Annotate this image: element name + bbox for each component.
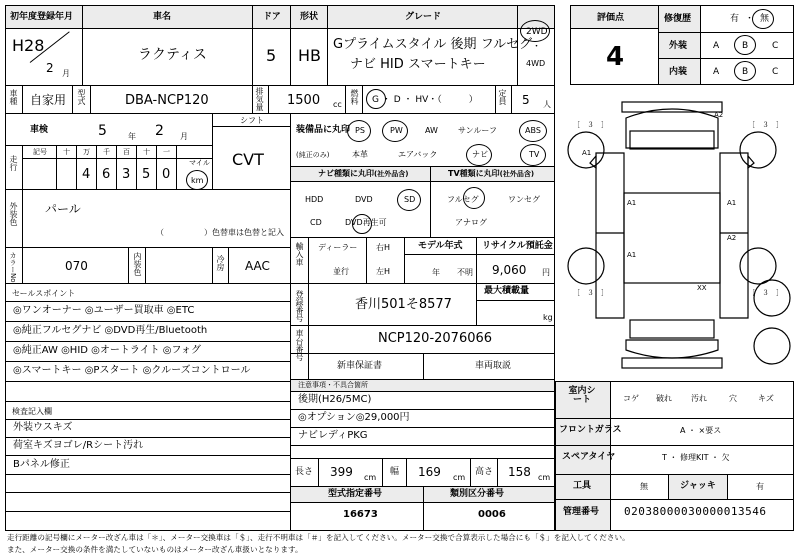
year-era: H28	[12, 36, 45, 55]
inspection-month: 2	[155, 123, 164, 139]
damage-mark-5: A1	[627, 251, 637, 259]
model-label: 型式	[77, 89, 86, 105]
damage-diagram	[566, 98, 796, 372]
displacement-unit: cc	[333, 100, 342, 109]
shift-label: シフト	[240, 116, 264, 125]
navi-hdd: HDD	[305, 195, 324, 204]
tools-label: 工具	[573, 481, 592, 491]
chassis-value: NCP120-2076066	[378, 331, 493, 346]
sales-point-2: ◎純正AW ◎HID ◎オートライト ◎フォグ	[13, 345, 201, 356]
digit-label-1: 万	[83, 148, 90, 156]
equip-ps: PS	[355, 126, 365, 135]
capacity-unit: 人	[543, 100, 551, 109]
steering-parallel: 並行	[333, 267, 349, 276]
equipment-sub: (純正のみ)	[296, 151, 330, 159]
bracket-front-left: ［ ３ ］	[573, 121, 608, 129]
exterior-color-note: （ ）色替車は色替と記入	[156, 228, 284, 237]
windshield-label: フロントガラス	[559, 425, 622, 435]
registration-value: 香川501そ8577	[355, 297, 452, 312]
equip-navi: ナビ	[472, 150, 488, 159]
damage-mark-3: A2	[727, 234, 737, 242]
steering-dealer: ディーラー	[318, 243, 358, 252]
navi-dvd-play-circle	[352, 214, 372, 234]
ext-grade-c: C	[772, 41, 779, 51]
management-label: 管理番号	[563, 507, 600, 517]
digit-label-0: 十	[63, 148, 70, 156]
fuel-label: 燃料	[350, 89, 359, 105]
jack-label: ジャッキ	[680, 481, 716, 491]
width-label: 幅	[390, 467, 400, 477]
displacement-label: 排気量	[255, 87, 264, 111]
ext-grade-b: B	[742, 41, 749, 51]
inspection-year-unit: 年	[128, 132, 136, 141]
equipment-label: 装備品に丸印	[296, 125, 351, 135]
usage-value: 自家用	[30, 93, 67, 107]
grade-header: グレード	[405, 12, 442, 22]
drive-4wd: 4WD	[526, 59, 546, 68]
chassis-label: 車台番号	[295, 329, 304, 361]
tv-label: TV種類に丸印(社外品含)	[448, 169, 535, 178]
equip-leather: 本革	[352, 150, 368, 159]
windshield-shape	[630, 131, 714, 149]
steering-left: 左H	[376, 267, 391, 276]
note-2: ナビレディPKG	[298, 430, 368, 441]
color-no-label: カラーNo.	[9, 252, 17, 285]
shape-header: 形状	[300, 12, 319, 22]
note-0: 後期(H26/5MC)	[298, 394, 372, 405]
equip-sunroof: サンルーフ	[458, 126, 497, 135]
type-designation-value: 16673	[343, 509, 378, 520]
equip-tv-circle	[520, 144, 546, 166]
capacity-value: 5	[522, 93, 530, 107]
inspector-line-2: Bパネル修正	[13, 459, 70, 470]
navi-sd-circle	[397, 189, 421, 211]
model-year-unit: 年	[432, 268, 440, 277]
sales-point-0: ◎ワンオーナー ◎ユーザー買取車 ◎ETC	[13, 305, 195, 316]
side-wheel-left	[754, 328, 790, 364]
grade-line1: Gプライムスタイル 後期 フルセグ	[333, 37, 533, 52]
bracket-front-right: ［ ３ ］	[748, 121, 783, 129]
aircon-value: AAC	[245, 259, 270, 273]
steering-right: 右H	[376, 243, 391, 252]
sales-point-1: ◎純正フルセグナビ ◎DVD再生/Bluetooth	[13, 325, 208, 336]
damage-mark-4: XX	[697, 284, 707, 292]
category-label: 類別区分番号	[450, 489, 505, 499]
navi-cd: CD	[310, 218, 322, 227]
mileage-symbol-label: 記号	[33, 148, 47, 156]
width-unit: cm	[453, 473, 466, 482]
hood-shape	[626, 109, 718, 148]
equip-aw: AW	[425, 126, 438, 135]
year-month-unit: 月	[62, 69, 70, 78]
year-month-header: 初年度登録年月	[10, 12, 74, 22]
inspection-label: 車検	[30, 125, 49, 135]
color-no-value: 070	[65, 259, 88, 273]
exterior-grade-label: 外装	[669, 41, 688, 51]
tools-value: 無	[640, 482, 648, 491]
exterior-color-value: パール	[45, 202, 81, 216]
interior-color-label: 内装色	[133, 252, 142, 276]
front-bumper	[622, 102, 722, 112]
equip-abs: ABS	[525, 126, 541, 135]
category-value: 0006	[478, 509, 506, 520]
digit-label-4: 十	[143, 148, 150, 156]
damage-mark-0: A2	[714, 111, 724, 119]
tv-analog: アナログ	[455, 218, 487, 227]
bracket-rear-right: ［ ３ ］	[748, 289, 783, 297]
door-header: ドア	[263, 12, 281, 22]
displacement-value: 1500	[287, 93, 321, 108]
rear-left-wheel	[568, 248, 604, 284]
max-load-label: 最大積載量	[484, 286, 530, 296]
exterior-color-label: 外装色	[9, 202, 18, 226]
ext-grade-b-circle	[734, 35, 756, 55]
int-grade-c: C	[772, 67, 779, 77]
windshield-value: A ・ ×要ス	[680, 426, 722, 435]
equip-pw: PW	[390, 126, 403, 135]
roof-shape	[624, 193, 720, 283]
jack-value: 有	[756, 482, 764, 491]
inspection-year: 5	[98, 123, 107, 139]
warranty: 新車保証書	[337, 361, 383, 371]
damage-mark-1: A1	[627, 199, 637, 207]
max-load-unit: kg	[543, 313, 553, 322]
capacity-label: 定員	[498, 89, 507, 105]
type-designation-label: 型式指定番号	[328, 489, 383, 499]
inspector-line-0: 外装ウスキズ	[13, 422, 73, 433]
damage-mark-6: A1	[582, 149, 592, 157]
equip-ps-circle	[347, 120, 371, 142]
rear-bumper	[622, 358, 722, 368]
rear-window-shape	[630, 320, 714, 338]
notes-label: 注意事項・不具合箇所	[298, 381, 368, 389]
equip-airbag: エアバック	[398, 150, 438, 159]
seat-burn: コゲ	[623, 394, 639, 403]
shape: HB	[298, 46, 322, 65]
seat-scratch: キズ	[758, 394, 774, 403]
aircon-label: 冷房	[216, 255, 225, 271]
width-value: 169	[418, 465, 441, 479]
car-name-header: 車名	[153, 12, 172, 22]
int-grade-b: B	[742, 67, 749, 77]
length-value: 399	[330, 465, 353, 479]
mile-label: マイル	[189, 159, 210, 167]
drive-2wd-circle	[520, 20, 550, 42]
digit-5: 0	[162, 167, 171, 182]
equip-abs-circle	[519, 120, 547, 142]
interior-grade-label: 内装	[669, 67, 688, 77]
equip-navi-circle	[466, 144, 492, 166]
side-wheel-right	[754, 280, 790, 316]
navi-dvd-play: DVD再生可	[345, 218, 387, 227]
height-unit: cm	[538, 473, 551, 482]
digit-3: 3	[122, 167, 131, 182]
score-label: 評価点	[597, 13, 625, 23]
length-unit: cm	[364, 473, 377, 482]
import-label: 輸入車	[295, 242, 304, 266]
bracket-rear-left: ［ ３ ］	[573, 289, 608, 297]
model-year-unknown: 不明	[457, 268, 473, 277]
car-name: ラクティス	[138, 47, 207, 63]
tv-fullseg-circle	[463, 187, 485, 209]
doors: 5	[266, 46, 277, 65]
navi-sd: SD	[404, 195, 416, 204]
fuel-g-circle	[366, 89, 386, 109]
trunk-shape	[626, 340, 718, 358]
damage-mark-2: A1	[727, 199, 737, 207]
seat-label: 室内シート	[568, 386, 596, 405]
repair-no-circle	[752, 9, 774, 29]
mileage-label: 走行	[9, 155, 18, 171]
drive-2wd: 2WD	[526, 27, 548, 37]
digit-label-2: 千	[103, 148, 110, 156]
km-label: km	[191, 176, 204, 185]
repair-history-label: 修復歴	[664, 14, 692, 24]
ext-grade-a: A	[713, 41, 720, 51]
year-month: 2	[46, 61, 54, 75]
drive-dot: ・	[532, 42, 542, 52]
equip-tv: TV	[529, 150, 540, 159]
tv-fullseg: フルセグ	[447, 195, 479, 204]
height-label: 高さ	[475, 467, 494, 477]
manual: 車両取説	[475, 361, 512, 371]
inspector-line-1: 荷室キズヨゴレ/Rシート汚れ	[13, 440, 144, 451]
int-grade-b-circle	[734, 61, 756, 81]
sales-point-3: ◎スマートキー ◎Pスタート ◎クルーズコントロール	[13, 365, 251, 376]
navi-dvd: DVD	[355, 195, 373, 204]
footer-line-1: また、メーター交換の条件を満たしていないものはメーター改ざん車扱いとなります。	[7, 545, 303, 554]
tv-oneseg: ワンセグ	[508, 195, 540, 204]
height-value: 158	[508, 465, 531, 479]
front-right-wheel	[740, 132, 776, 168]
fuel-options: G ・ D ・ HV・（ ）	[372, 95, 478, 105]
recycle-value: 9,060	[492, 263, 527, 277]
seat-tear: 破れ	[656, 394, 672, 403]
note-1: ◎オプション◎29,000円	[298, 412, 410, 423]
seat-hole: 穴	[729, 394, 737, 403]
inspector-label: 検査記入欄	[12, 407, 52, 416]
inspection-month-unit: 月	[180, 132, 188, 141]
navi-label: ナビ種類に丸印(社外品含)	[318, 169, 409, 178]
rear-right-wheel	[740, 248, 776, 284]
digit-label-3: 百	[123, 148, 130, 156]
sales-points-label: セールスポイント	[12, 289, 76, 298]
repair-yes: 有	[730, 14, 740, 24]
int-grade-a: A	[713, 67, 720, 77]
model-year-label: モデル年式	[418, 241, 463, 251]
digit-1: 4	[82, 167, 91, 182]
registration-label: 登録番号	[295, 290, 304, 322]
length-label: 長さ	[295, 467, 314, 477]
score-value: 4	[606, 42, 625, 72]
shift-value: CVT	[232, 150, 264, 169]
repair-no: 無	[760, 14, 770, 24]
usage-label: 車種	[9, 89, 18, 105]
footer-line-0: 走行距離の記号欄にメーター改ざん車は「＊」、メーター交換車は「＄」、走行不明車は「＃」を記入してください。メーター交換で合算表示した場合にも「＄」を記入してください。	[7, 533, 630, 542]
digit-label-5: 一	[163, 148, 170, 156]
digit-2: 6	[102, 167, 111, 182]
recycle-unit: 円	[542, 268, 550, 277]
spare-tire-label: スペアタイヤ	[562, 452, 616, 462]
equip-pw-circle	[382, 120, 408, 142]
grade-line2: ナビ HID スマートキー	[350, 57, 486, 72]
model-value: DBA-NCP120	[125, 93, 209, 108]
km-circle	[186, 170, 208, 190]
repair-sep: ・	[745, 14, 755, 24]
management-value: 02038000030000013546	[624, 505, 767, 518]
digit-4: 5	[142, 167, 151, 182]
spare-tire-value: T ・ 修理KIT ・ 欠	[662, 453, 730, 462]
recycle-label: リサイクル預託金	[482, 241, 553, 251]
seat-dirt: 汚れ	[691, 394, 707, 403]
